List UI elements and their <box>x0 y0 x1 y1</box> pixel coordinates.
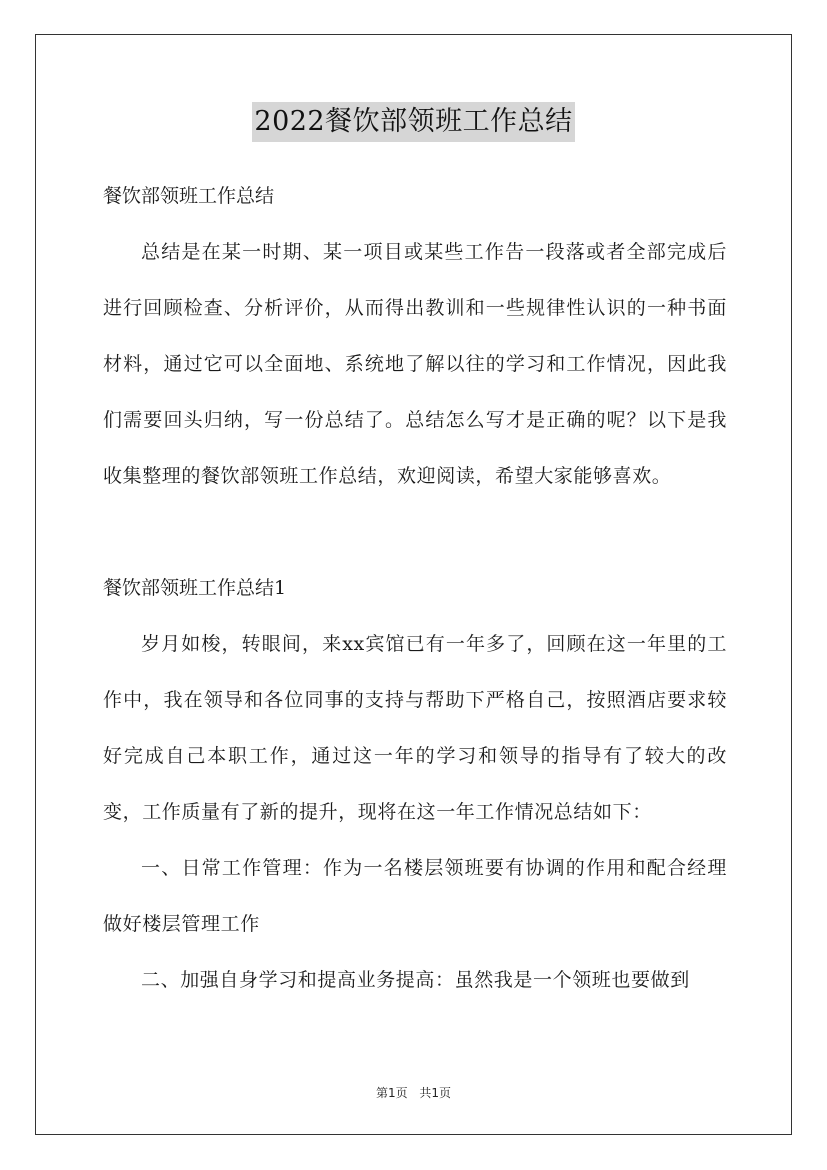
section-1-paragraph-3: 二、加强自身学习和提高业务提高：虽然我是一个领班也要做到 <box>141 969 690 991</box>
page-total: 共1页 <box>419 1086 452 1100</box>
page-number: 第1页 <box>375 1086 408 1100</box>
title-container <box>0 102 827 142</box>
section-1-paragraph-1: 岁月如梭，转眼间，来xx宾馆已有一年多了，回顾在这一年里的工作中，我在领导和各位同事的支持与帮助下严格自己，按照酒店要求较好完成自己本职工作，通过这一年的学习和领导的指导有了较大的改变，工作质量有了新的提升，现将在这一年工作情况总结如下： <box>103 633 727 823</box>
document-body <box>103 168 727 1008</box>
section-spacer <box>103 504 727 560</box>
page-footer <box>0 1084 827 1101</box>
intro-heading: 餐饮部领班工作总结 <box>103 185 275 207</box>
section-1-paragraph-2: 一、日常工作管理：作为一名楼层领班要有协调的作用和配合经理做好楼层管理工作 <box>103 857 727 935</box>
document-title: 2022餐饮部领班工作总结 <box>252 102 574 142</box>
intro-paragraph: 总结是在某一时期、某一项目或某些工作告一段落或者全部完成后进行回顾检查、分析评价，从而得出教训和一些规律性认识的一种书面材料，通过它可以全面地、系统地了解以往的学习和工作情况，因此我们需要回头归纳，写一份总结了。总结怎么写才是正确的呢？以下是我收集整理的餐饮部领班工作总结，欢迎阅读，希望大家能够喜欢。 <box>103 241 727 487</box>
section-heading-1: 餐饮部领班工作总结1 <box>103 577 287 599</box>
